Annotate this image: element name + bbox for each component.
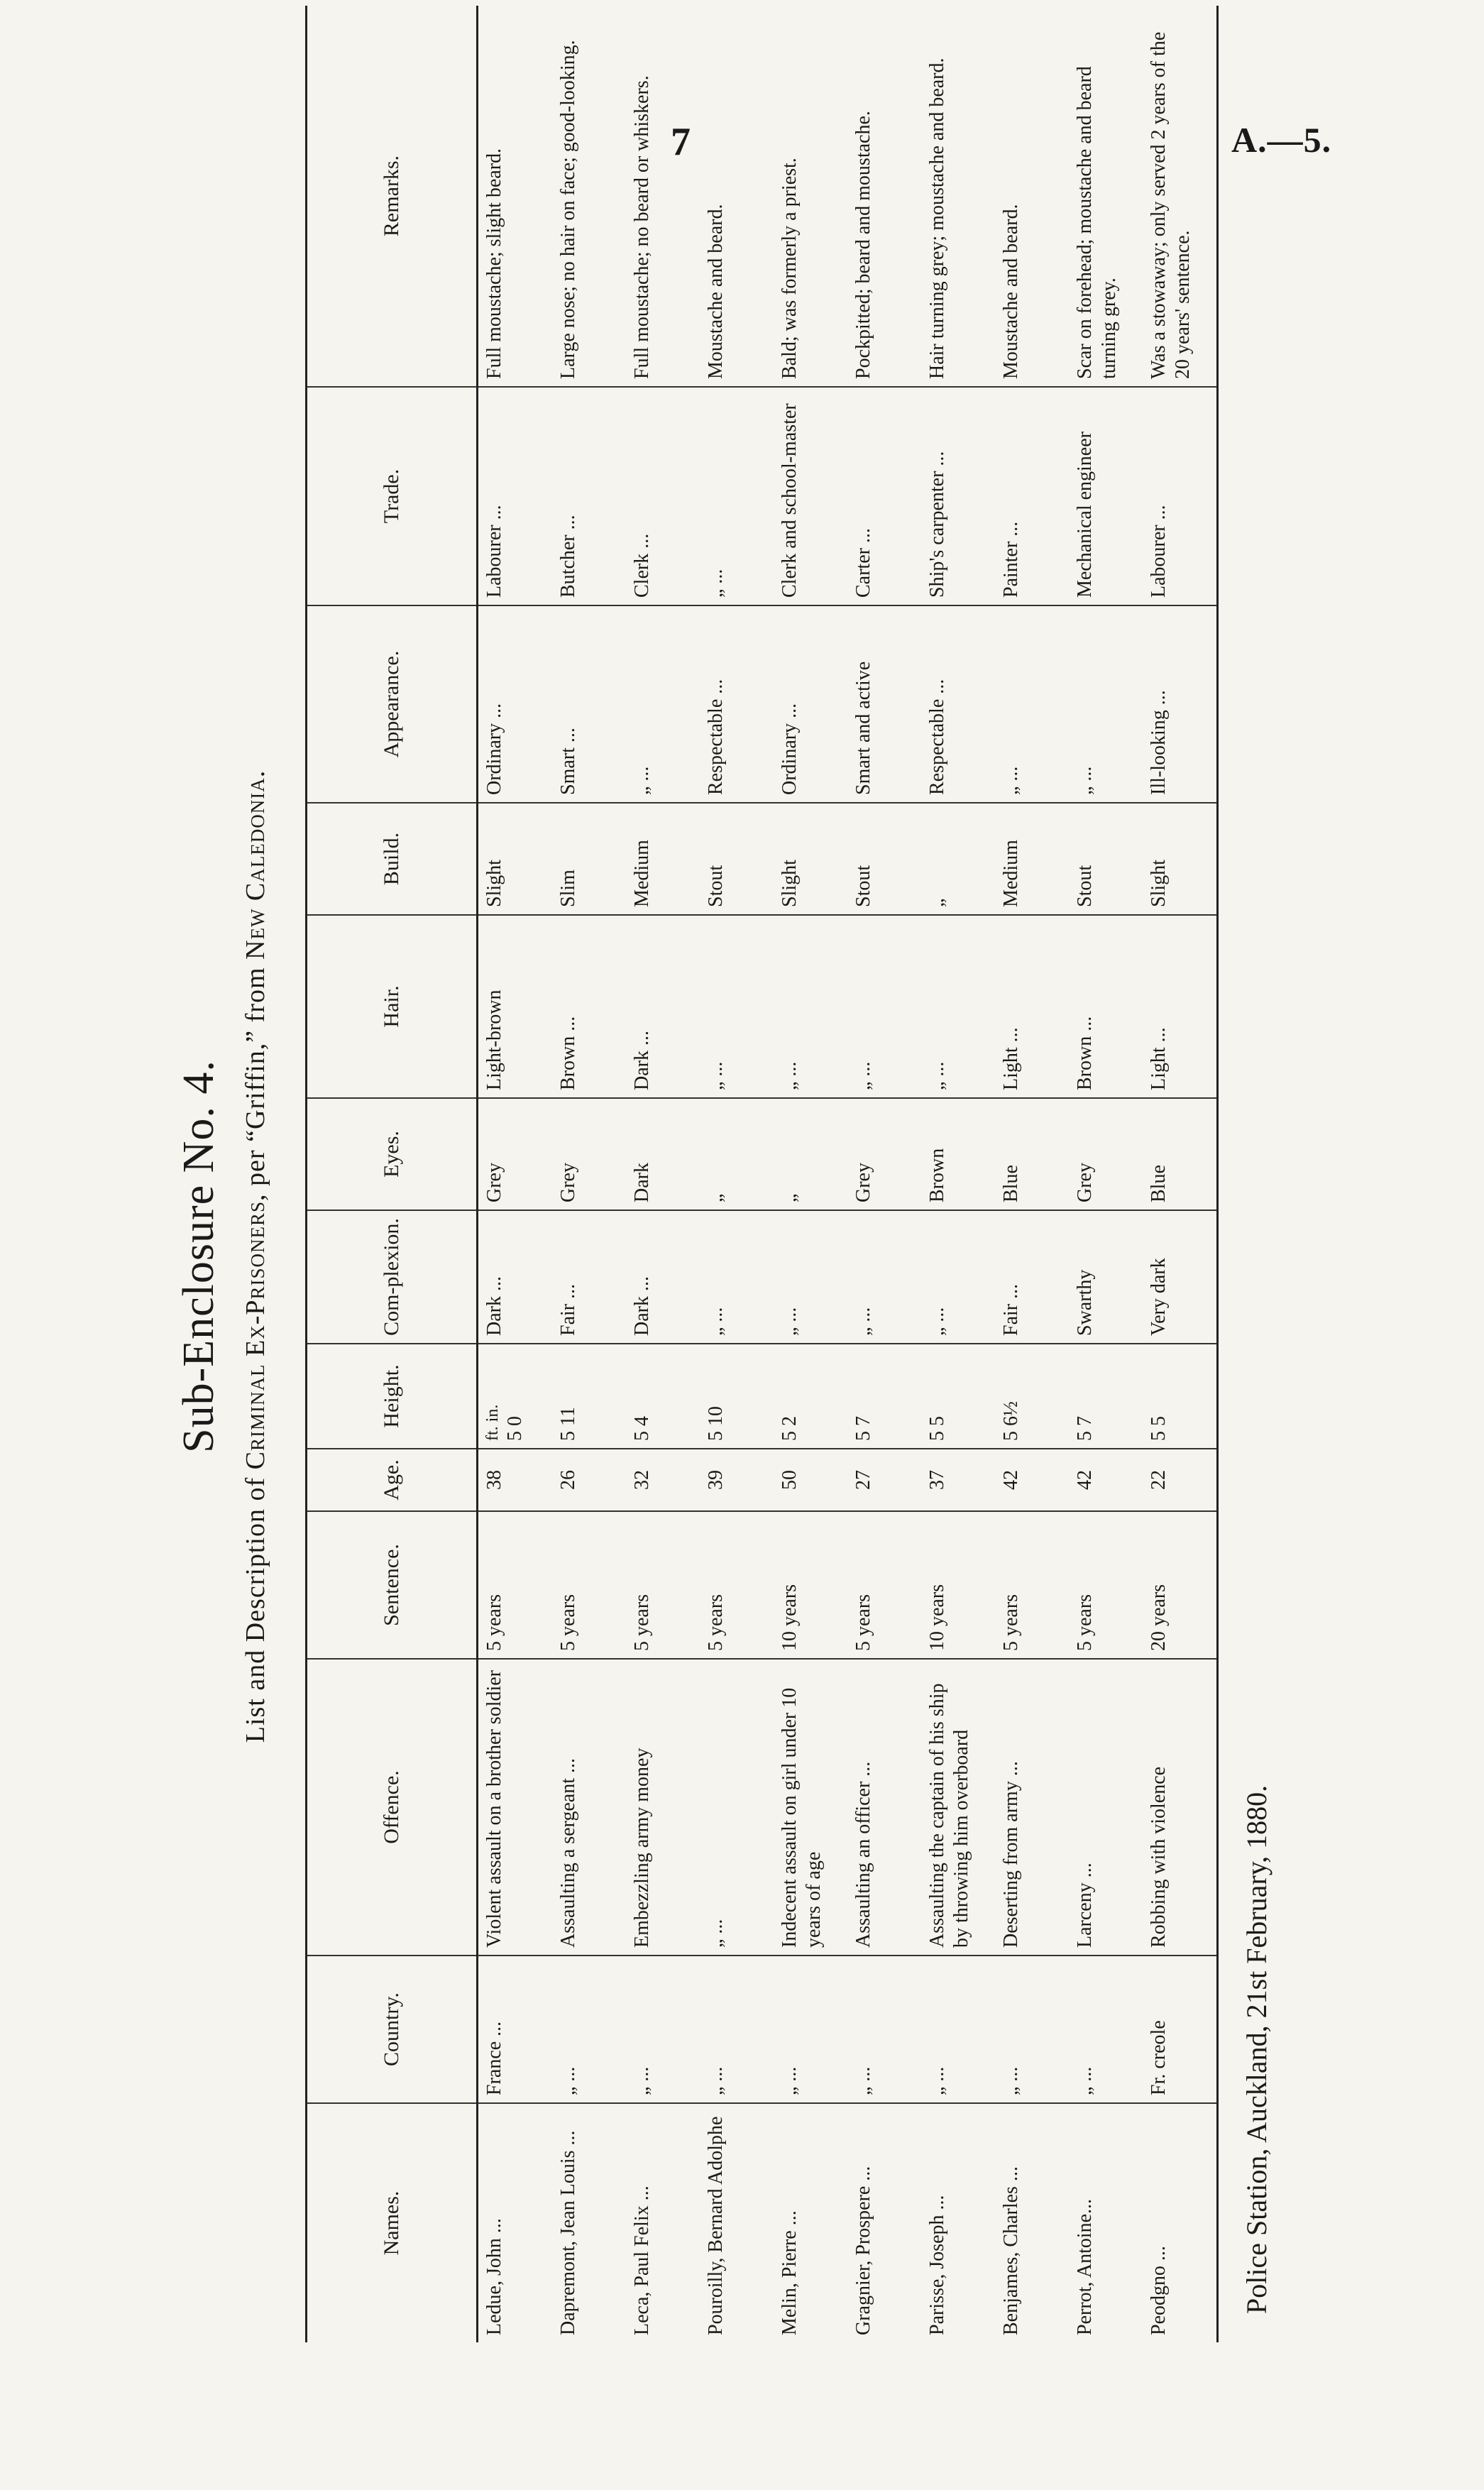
- cell-remarks: Moustache and beard.: [995, 6, 1069, 387]
- cell-sentence: 5 years: [847, 1511, 921, 1659]
- table-row: [552, 6, 626, 2342]
- cell-complexion: Very dark: [1143, 1210, 1218, 1344]
- cell-appearance: Respectable ...: [700, 605, 774, 803]
- cell-eyes: Grey: [478, 1098, 553, 1210]
- cell-country: „ ...: [552, 1956, 626, 2103]
- cell-country: France ...: [478, 1956, 553, 2103]
- cell-age: 32: [626, 1449, 700, 1511]
- cell-complexion: „ ...: [774, 1210, 847, 1344]
- cell-eyes: Brown: [921, 1098, 995, 1210]
- col-appearance: Appearance.: [307, 605, 478, 803]
- col-eyes: Eyes.: [307, 1098, 478, 1210]
- cell-trade: „ ...: [700, 387, 774, 605]
- col-offence: Offence.: [307, 1659, 478, 1956]
- cell-build: Stout: [1069, 803, 1143, 915]
- page-number: 7: [671, 120, 691, 164]
- col-names: Names.: [307, 2103, 478, 2342]
- col-remarks: Remarks.: [307, 6, 478, 387]
- cell-eyes: Dark: [626, 1098, 700, 1210]
- cell-remarks: Full moustache; slight beard.: [478, 6, 553, 387]
- cell-name: Parisse, Joseph ...: [926, 2195, 948, 2335]
- cell-trade: Butcher ...: [552, 387, 626, 605]
- cell-build: Slight: [1143, 803, 1218, 915]
- height-units: ft. in.: [483, 1404, 502, 1441]
- cell-offence: Larceny ...: [1069, 1659, 1143, 1956]
- cell-country: „ ...: [995, 1956, 1069, 2103]
- cell-complexion: „ ...: [921, 1210, 995, 1344]
- cell-hair: Dark ...: [626, 915, 700, 1098]
- cell-sentence: 5 years: [1069, 1511, 1143, 1659]
- cell-hair: „ ...: [847, 915, 921, 1098]
- cell-eyes: Grey: [552, 1098, 626, 1210]
- footer-signature: Police Station, Auckland, 21st February, 1880.: [1241, 1784, 1273, 2314]
- cell-remarks: Scar on forehead; moustache and beard turning grey.: [1069, 6, 1143, 387]
- cell-eyes: Blue: [1143, 1098, 1218, 1210]
- col-country: Country.: [307, 1956, 478, 2103]
- caption-place: New Caledonia.: [241, 769, 270, 960]
- cell-complexion: Swarthy: [1069, 1210, 1143, 1344]
- cell-eyes: „: [700, 1098, 774, 1210]
- cell-build: Medium: [995, 803, 1069, 915]
- cell-age: 42: [1069, 1449, 1143, 1511]
- cell-sentence: 5 years: [552, 1511, 626, 1659]
- cell-country: „ ...: [921, 1956, 995, 2103]
- cell-build: Stout: [700, 803, 774, 915]
- cell-complexion: „ ...: [700, 1210, 774, 1344]
- cell-appearance: Ordinary ...: [774, 605, 847, 803]
- cell-country: „ ...: [1069, 1956, 1143, 2103]
- cell-sentence: 20 years: [1143, 1511, 1218, 1659]
- cell-complexion: Dark ...: [478, 1210, 553, 1344]
- cell-build: Slim: [552, 803, 626, 915]
- cell-height: 5 11: [552, 1344, 626, 1449]
- cell-height: 5 4: [626, 1344, 700, 1449]
- cell-offence: Violent assault on a brother soldier: [478, 1659, 553, 1956]
- cell-appearance: Ordinary ...: [478, 605, 553, 803]
- cell-height: 5 6½: [995, 1344, 1069, 1449]
- caption-middle: , per “Griffin,” from: [241, 967, 270, 1201]
- table-row: [478, 6, 553, 2342]
- cell-remarks: Was a stowaway; only served 2 years of the 20 years' sentence.: [1143, 6, 1218, 387]
- cell-appearance: Smart and active: [847, 605, 921, 803]
- col-height: Height.: [307, 1344, 478, 1449]
- col-trade: Trade.: [307, 387, 478, 605]
- cell-remarks: Bald; was formerly a priest.: [774, 6, 847, 387]
- cell-sentence: 5 years: [478, 1511, 553, 1659]
- cell-complexion: „ ...: [847, 1210, 921, 1344]
- cell-appearance: Ill-looking ...: [1143, 605, 1218, 803]
- table-row: [626, 6, 700, 2342]
- cell-offence: Assaulting a sergeant ...: [552, 1659, 626, 1956]
- cell-appearance: „ ...: [626, 605, 700, 803]
- col-build: Build.: [307, 803, 478, 915]
- cell-height: 5 5: [1143, 1344, 1218, 1449]
- cell-age: 37: [921, 1449, 995, 1511]
- table-row: [700, 6, 774, 2342]
- cell-offence: Indecent assault on girl under 10 years of age: [774, 1659, 847, 1956]
- cell-build: Stout: [847, 803, 921, 915]
- cell-build: Slight: [478, 803, 553, 915]
- cell-name: Ledue, John ...: [483, 2218, 505, 2335]
- cell-complexion: Dark ...: [626, 1210, 700, 1344]
- cell-name: Gragnier, Prospere ...: [852, 2166, 874, 2335]
- cell-name: Peodgno ...: [1143, 2103, 1218, 2342]
- cell-name: Benjames, Charles ...: [1000, 2166, 1022, 2335]
- cell-age: 42: [995, 1449, 1069, 1511]
- cell-remarks: Large nose; no hair on face; good-looking.: [552, 6, 626, 387]
- col-sentence: Sentence.: [307, 1511, 478, 1659]
- cell-height: 5 7: [847, 1344, 921, 1449]
- cell-build: Slight: [774, 803, 847, 915]
- table-row: [774, 6, 847, 2342]
- cell-age: 22: [1143, 1449, 1218, 1511]
- cell-hair: Light-brown: [478, 915, 553, 1098]
- caption-caps: Criminal Ex-Prisoners: [241, 1200, 270, 1470]
- cell-appearance: Smart ...: [552, 605, 626, 803]
- cell-hair: „ ...: [921, 915, 995, 1098]
- cell-offence: Assaulting the captain of his ship by throwing him overboard: [921, 1659, 995, 1956]
- cell-eyes: Blue: [995, 1098, 1069, 1210]
- cell-age: 38: [478, 1449, 553, 1511]
- cell-appearance: „ ...: [1069, 605, 1143, 803]
- cell-height: 5 7: [1069, 1344, 1143, 1449]
- cell-age: 39: [700, 1449, 774, 1511]
- table-row: [995, 6, 1069, 2342]
- cell-country: Fr. creole: [1143, 1956, 1218, 2103]
- cell-trade: Clerk and school-master: [774, 387, 847, 605]
- cell-country: „ ...: [626, 1956, 700, 2103]
- cell-eyes: „: [774, 1098, 847, 1210]
- cell-trade: Labourer ...: [1143, 387, 1218, 605]
- cell-offence: Embezzling army money: [626, 1659, 700, 1956]
- cell-hair: Brown ...: [552, 915, 626, 1098]
- cell-eyes: Grey: [1069, 1098, 1143, 1210]
- cell-trade: Labourer ...: [478, 387, 553, 605]
- caption-prefix: List and Description of: [241, 1476, 270, 1743]
- cell-name: Leca, Paul Felix ...: [631, 2185, 653, 2335]
- cell-sentence: 5 years: [995, 1511, 1069, 1659]
- cell-build: Medium: [626, 803, 700, 915]
- cell-height: 5 5: [921, 1344, 995, 1449]
- table-row: [1143, 6, 1218, 2342]
- cell-country: „ ...: [774, 1956, 847, 2103]
- page-title: Sub-Enclosure No. 4.: [175, 1060, 223, 1453]
- cell-trade: Clerk ...: [626, 387, 700, 605]
- table-row: [921, 6, 995, 2342]
- table-body: [478, 6, 1218, 2342]
- cell-offence: „ ...: [700, 1659, 774, 1956]
- cell-name: Perrot, Antoine...: [1074, 2198, 1096, 2335]
- cell-sentence: 5 years: [700, 1511, 774, 1659]
- table-caption: [234, 170, 277, 2342]
- cell-name: Dapremont, Jean Louis ...: [557, 2130, 579, 2335]
- cell-sentence: 10 years: [921, 1511, 995, 1659]
- table-row: [847, 6, 921, 2342]
- cell-trade: Painter ...: [995, 387, 1069, 605]
- cell-offence: Robbing with violence: [1143, 1659, 1218, 1956]
- prisoner-table: [305, 6, 1219, 2342]
- table-header-row: [307, 6, 478, 2342]
- cell-hair: Light ...: [995, 915, 1069, 1098]
- cell-trade: Mechanical engineer: [1069, 387, 1143, 605]
- cell-height: [478, 1344, 553, 1449]
- cell-trade: Carter ...: [847, 387, 921, 605]
- cell-hair: Brown ...: [1069, 915, 1143, 1098]
- cell-offence: Deserting from army ...: [995, 1659, 1069, 1956]
- table-row: [1069, 6, 1143, 2342]
- document-reference: A.—5.: [1231, 120, 1332, 160]
- cell-offence: Assaulting an officer ...: [847, 1659, 921, 1956]
- cell-country: „ ...: [847, 1956, 921, 2103]
- cell-remarks: Hair turning grey; moustache and beard.: [921, 6, 995, 387]
- cell-build: „: [921, 803, 995, 915]
- cell-complexion: Fair ...: [552, 1210, 626, 1344]
- cell-remarks: Full moustache; no beard or whiskers.: [626, 6, 700, 387]
- cell-height: 5 10: [700, 1344, 774, 1449]
- cell-appearance: „ ...: [995, 605, 1069, 803]
- cell-sentence: 10 years: [774, 1511, 847, 1659]
- cell-sentence: 5 years: [626, 1511, 700, 1659]
- cell-complexion: Fair ...: [995, 1210, 1069, 1344]
- cell-eyes: Grey: [847, 1098, 921, 1210]
- cell-appearance: Respectable ...: [921, 605, 995, 803]
- cell-remarks: Moustache and beard.: [700, 6, 774, 387]
- cell-hair: Light ...: [1143, 915, 1218, 1098]
- cell-age: 50: [774, 1449, 847, 1511]
- height-value: 5 0: [503, 1416, 526, 1441]
- col-hair: Hair.: [307, 915, 478, 1098]
- cell-country: „ ...: [700, 1956, 774, 2103]
- cell-height: 5 2: [774, 1344, 847, 1449]
- cell-trade: Ship's carpenter ...: [921, 387, 995, 605]
- col-complexion: Com-plexion.: [307, 1210, 478, 1344]
- cell-name: Pouroilly, Bernard Adolphe: [705, 2116, 727, 2335]
- cell-hair: „ ...: [774, 915, 847, 1098]
- cell-remarks: Pockpitted; beard and moustache.: [847, 6, 921, 387]
- cell-name: Melin, Pierre ...: [779, 2210, 801, 2335]
- col-age: Age.: [307, 1449, 478, 1511]
- cell-age: 26: [552, 1449, 626, 1511]
- cell-age: 27: [847, 1449, 921, 1511]
- cell-hair: „ ...: [700, 915, 774, 1098]
